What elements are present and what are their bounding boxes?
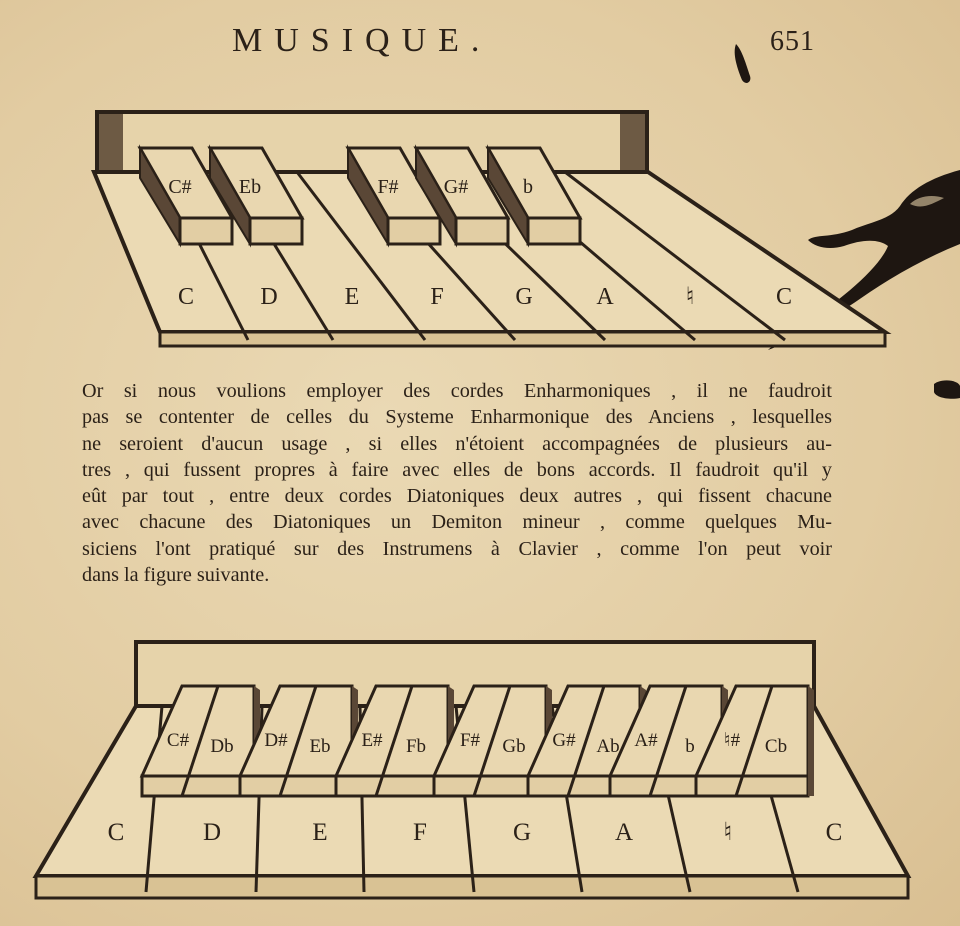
sharp-label: ♮# — [723, 730, 741, 751]
text-line: dans la figure suivante. — [82, 564, 270, 587]
flat-label: Db — [210, 736, 234, 757]
flat-label: Ab — [596, 736, 620, 757]
natural-key-label: ♮ — [723, 819, 733, 846]
sharp-label: F# — [459, 730, 481, 751]
natural-key-label: A — [596, 284, 614, 310]
text-line: tres , qui fussent propres à faire avec elles de bons accords. Il faudroit qu'il y — [82, 458, 832, 481]
keyboard-figure-enharmonic — [0, 630, 960, 920]
natural-key-label: F — [430, 284, 444, 310]
text-line: siciens l'ont pratiqué sur des Instrumens à Clavier , comme l'on peut voir — [82, 537, 832, 560]
sharp-key-label: C# — [168, 176, 192, 198]
flat-label: Fb — [405, 736, 427, 757]
sharp-label: E# — [361, 730, 383, 751]
text-line: eût par tout , entre deux cordes Diatoniques deux autres , qui fissent chacune — [82, 485, 832, 508]
running-head — [0, 18, 960, 68]
text-line: avec chacune des Diatoniques un Demiton mineur , comme quelques Mu- — [82, 511, 832, 534]
natural-key-label: D — [260, 284, 278, 310]
natural-key-label: G — [515, 284, 533, 310]
sharp-key-label: b — [523, 176, 533, 198]
natural-key-label: ♮ — [685, 284, 695, 310]
body-paragraph — [82, 378, 832, 588]
natural-key-label: C — [107, 819, 125, 846]
sharp-label: D# — [264, 730, 288, 751]
sharp-key-label: G# — [443, 176, 469, 198]
sharp-label: C# — [166, 730, 190, 751]
natural-key-label: G — [512, 819, 532, 846]
natural-key-label: E — [312, 819, 328, 846]
natural-key-label: C — [177, 284, 195, 310]
natural-key-label: C — [825, 819, 843, 846]
page-number: 651 — [770, 26, 815, 57]
flat-label: b — [685, 736, 695, 757]
natural-key-label: E — [344, 284, 360, 310]
natural-key-label: A — [614, 819, 634, 846]
page-title: MUSIQUE. — [232, 22, 492, 59]
flat-label: Gb — [502, 736, 526, 757]
keyboard-figure-chromatic — [0, 100, 960, 350]
sharp-label: A# — [634, 730, 658, 751]
sharp-key-label: Eb — [238, 176, 262, 198]
ink-stain-margin — [928, 376, 960, 402]
text-line: ne seroient d'aucun usage , si elles n'étoient accompagnées de plusieurs au- — [82, 432, 832, 455]
ink-stain-top — [728, 40, 768, 90]
natural-key-label: F — [413, 819, 427, 846]
text-line: Or si nous voulions employer des cordes Enharmoniques , il ne faudroit — [82, 380, 832, 402]
text-line: pas se contenter de celles du Systeme Enharmonique des Anciens , lesquelles — [82, 406, 832, 429]
sharp-label: G# — [552, 730, 576, 751]
sharp-key-label: F# — [377, 176, 399, 198]
flat-label: Cb — [764, 736, 788, 757]
natural-key-label: C — [775, 284, 793, 310]
natural-key-label: D — [202, 819, 222, 846]
flat-label: Eb — [309, 736, 331, 757]
